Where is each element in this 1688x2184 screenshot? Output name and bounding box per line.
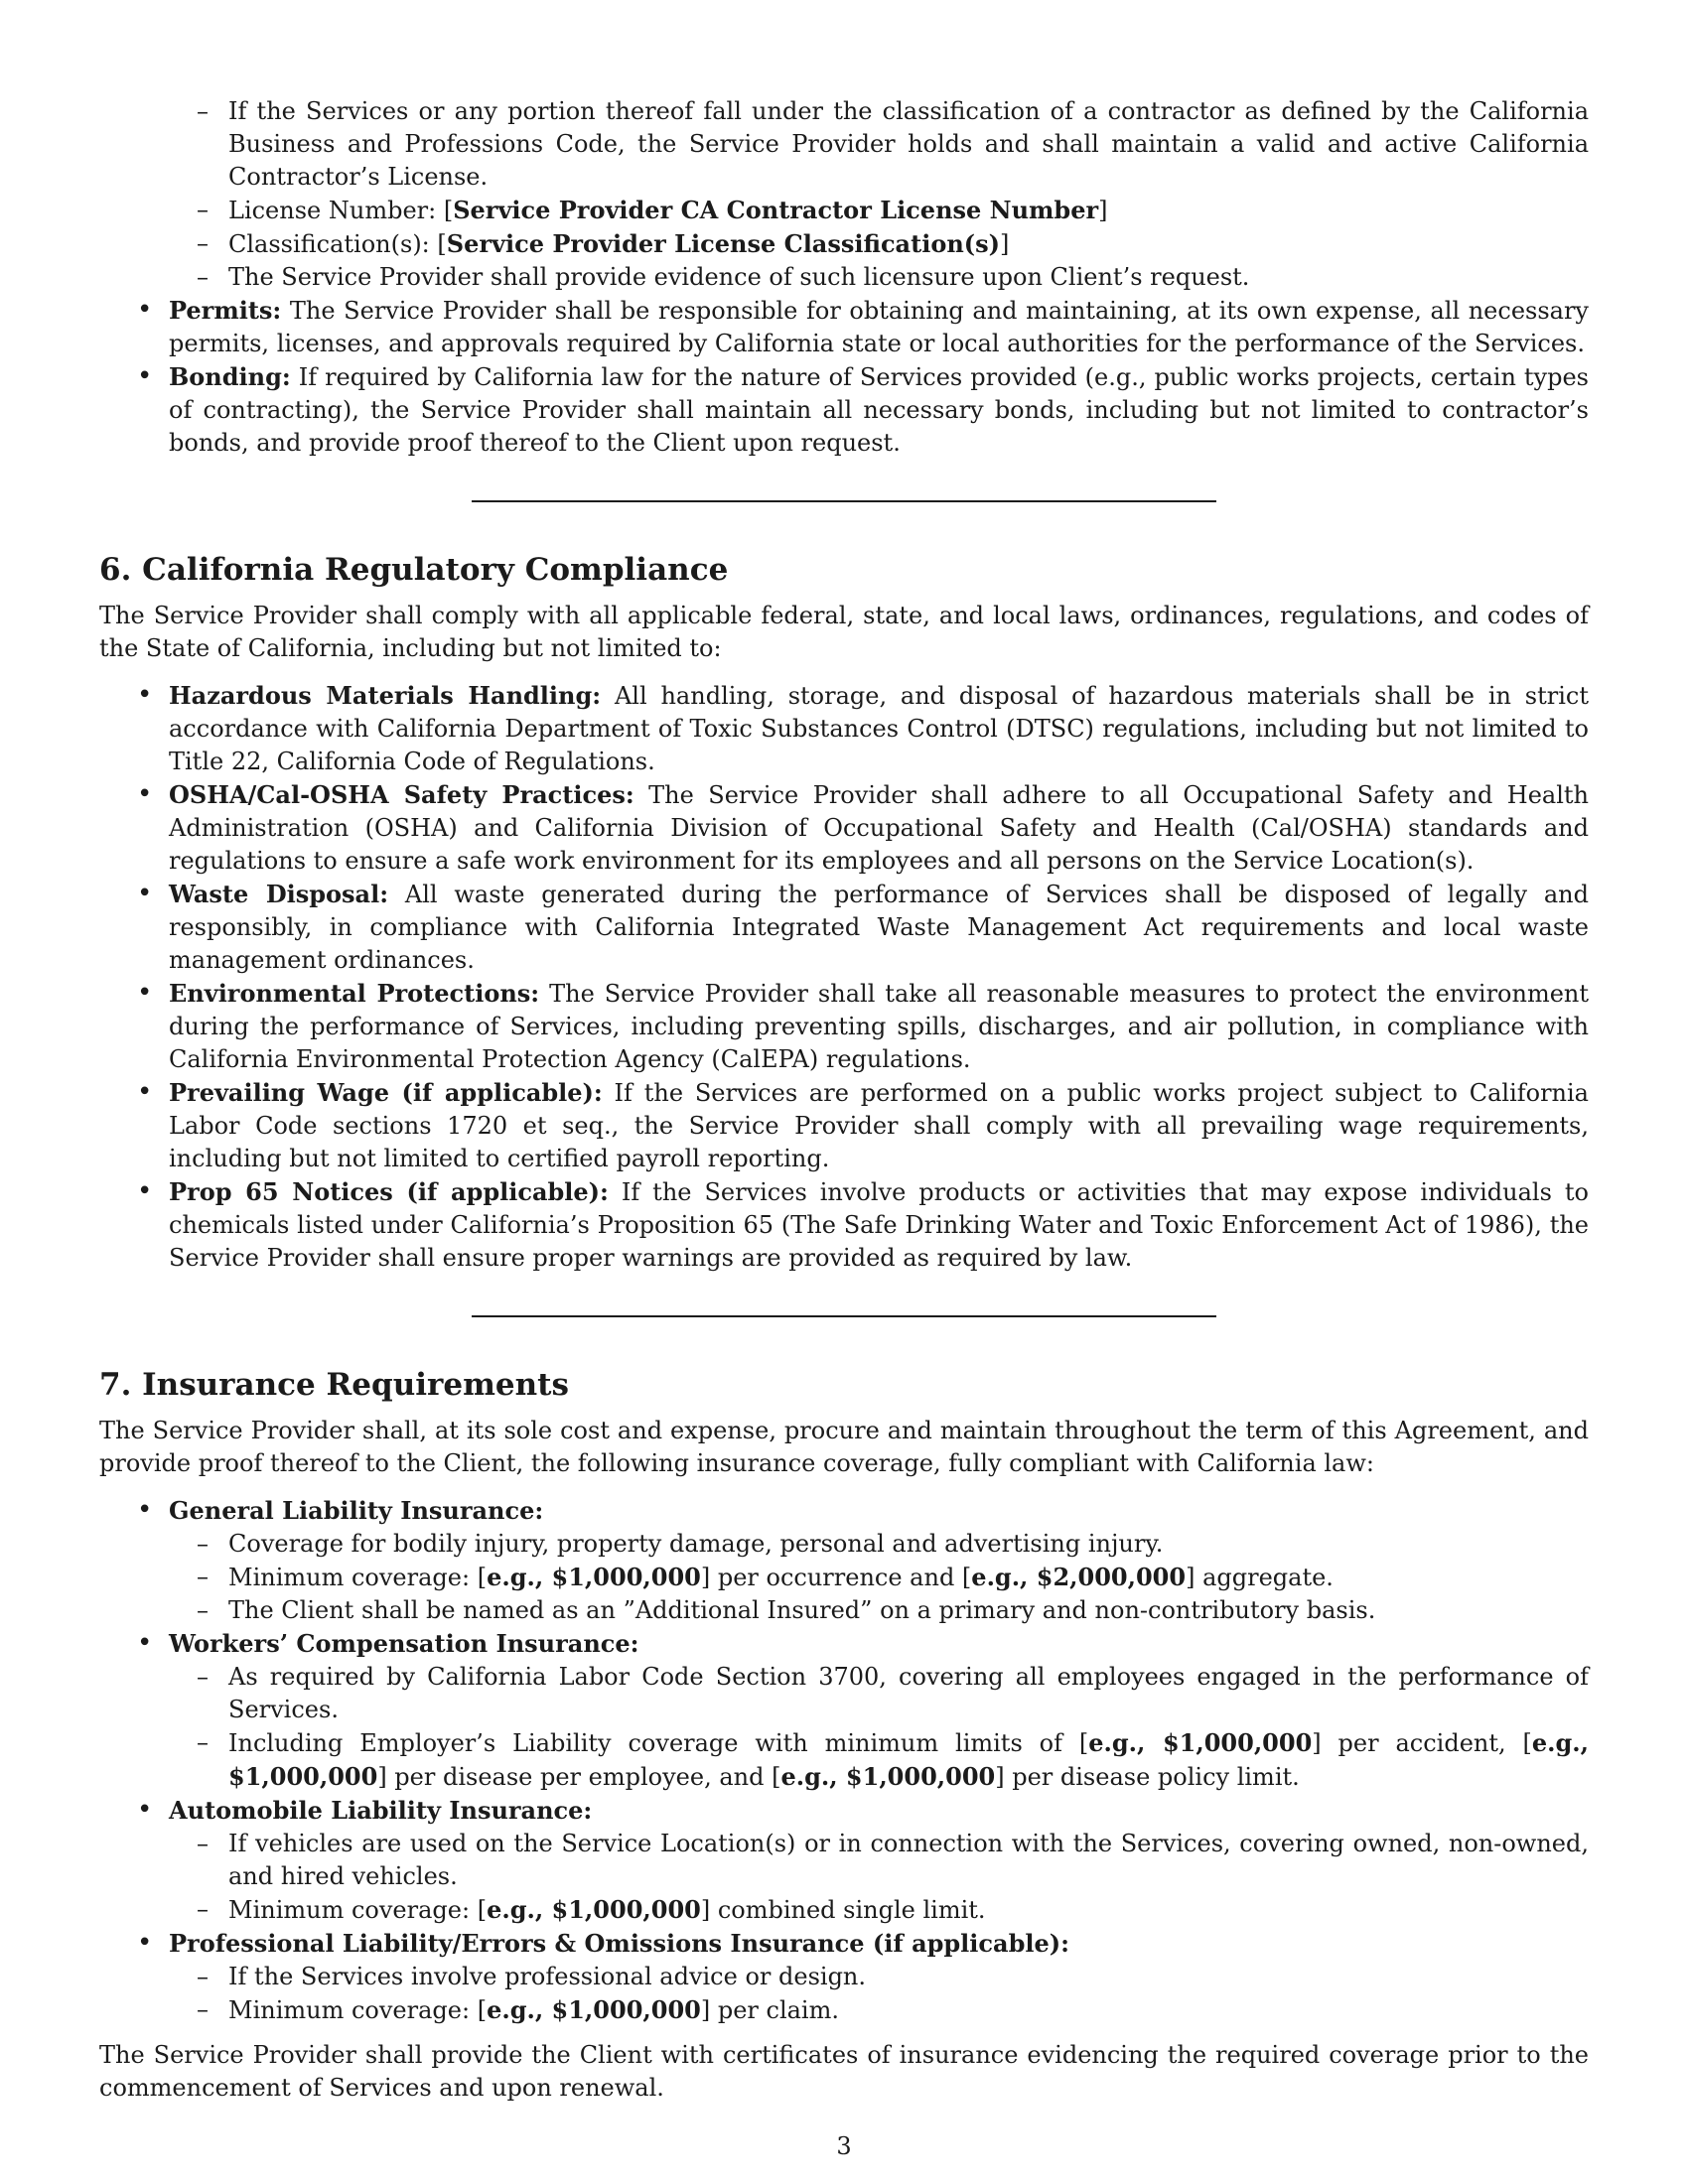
amount-placeholder: e.g., $1,000,000	[1088, 1728, 1313, 1757]
item-text: If the Services involve products or activities that may expose individuals to chemicals listed under California’s Proposition 65 (The Safe Drinking Water and Toxic Enforcement Act of 1986), the Service Provider shall ensure proper warnings are provided as required by law.	[169, 1178, 1589, 1272]
classification-placeholder: Service Provider License Classification(s)	[446, 229, 1000, 258]
item-label: Environmental Protections:	[169, 979, 540, 1008]
item-label: Hazardous Materials Handling:	[169, 681, 602, 710]
bracket-close: ]	[1098, 197, 1108, 224]
list-item	[169, 1561, 1589, 1594]
list-item	[99, 294, 1589, 360]
list-item	[99, 778, 1589, 878]
auto-liability-details	[169, 1828, 1589, 1927]
section-6-heading: 6. California Regulatory Compliance	[99, 552, 729, 588]
list-item	[99, 227, 1589, 261]
list-item	[169, 1893, 1589, 1927]
list-item	[169, 1726, 1589, 1794]
list-item	[169, 1993, 1589, 2027]
license-evidence-text: The Service Provider shall provide evidence of such licensure upon Client’s request.	[228, 263, 1250, 291]
classification-label: Classification(s): [	[228, 230, 447, 258]
detail-text: Coverage for bodily injury, property damage, personal and advertising injury.	[228, 1530, 1164, 1558]
insurance-list	[99, 1494, 1589, 2027]
bonding-text: If required by California law for the nature of Services provided (e.g., public works projects, certain types of contracting), the Service Provider shall maintain all necessary bonds, including but not limited to contractor’s bonds, and provide proof thereof to the Client upon request.	[169, 363, 1589, 457]
list-item	[99, 977, 1589, 1076]
list-item	[99, 360, 1589, 460]
detail-text: Minimum coverage: [	[228, 1896, 488, 1924]
detail-text: ] per occurrence and [	[700, 1564, 972, 1591]
workers-comp-item	[99, 1627, 1589, 1794]
section-divider	[472, 1315, 1216, 1317]
detail-text: ] per disease policy limit.	[995, 1763, 1300, 1791]
detail-text: ] per claim.	[700, 1996, 839, 2024]
section-7-intro: The Service Provider shall, at its sole cost and expense, procure and maintain throughout the term of this Agreement, and provide proof thereof to the Client, the following insurance coverage, fully compliant with California law:	[99, 1417, 1589, 1477]
section-7-heading: 7. Insurance Requirements	[99, 1367, 569, 1403]
item-text: All handling, storage, and disposal of hazardous materials shall be in strict accordance with California Department of Toxic Substances Control (DTSC) regulations, including but not limited to Title 22, California Code of Regulations.	[169, 682, 1589, 775]
item-text: The Service Provider shall adhere to all Occupational Safety and Health Administration (OSHA) and California Division of Occupational Safety and Health (Cal/OSHA) standards and regulations to ensure a safe work environment for its employees and all persons on the Service Location(s).	[169, 781, 1589, 875]
section-divider	[472, 500, 1216, 502]
page-number: 3	[836, 2132, 852, 2160]
list-item	[169, 1528, 1589, 1561]
amount-placeholder: e.g., $2,000,000	[971, 1563, 1187, 1591]
license-sublist	[99, 95, 1589, 294]
list-item	[169, 1828, 1589, 1893]
amount-placeholder: e.g., $1,000,000	[487, 1563, 701, 1591]
insurance-closing-paragraph: The Service Provider shall provide the Client with certificates of insurance evidencing the required coverage prior to the commencement of Services and upon renewal.	[99, 2041, 1589, 2102]
detail-text: The Client shall be named as an ”Additional Insured” on a primary and non-contributory basis.	[228, 1596, 1376, 1624]
permits-label: Permits:	[169, 296, 282, 325]
detail-text: ] per accident, [	[1312, 1729, 1532, 1757]
general-liability-item	[99, 1494, 1589, 1627]
item-text: If the Services are performed on a public works project subject to California Labor Code sections 1720 et seq., the Service Provider shall comply with all prevailing wage requirements, including but not limited to certified payroll reporting.	[169, 1079, 1589, 1172]
list-item	[99, 261, 1589, 294]
bracket-close: ]	[1000, 230, 1010, 258]
general-liability-details	[169, 1528, 1589, 1627]
license-number-label: License Number: [	[228, 197, 454, 224]
detail-text: Minimum coverage: [	[228, 1996, 488, 2024]
item-text: The Service Provider shall take all reasonable measures to protect the environment during the performance of Services, including preventing spills, discharges, and air pollution, in compliance with California Environmental Protection Agency (CalEPA) regulations.	[169, 980, 1590, 1073]
professional-liability-details	[169, 1961, 1589, 2027]
amount-placeholder: e.g., $1,000,000	[780, 1762, 996, 1791]
license-requirement-text: If the Services or any portion thereof fall under the classification of a contractor as defined by the California Business and Professions Code, the Service Provider holds and shall maintain a valid and active California Contractor’s License.	[228, 97, 1589, 191]
detail-text: If the Services involve professional advice or design.	[228, 1963, 867, 1990]
detail-text: ] combined single limit.	[700, 1896, 986, 1924]
item-label: Professional Liability/Errors & Omissions Insurance (if applicable):	[169, 1929, 1069, 1958]
auto-liability-item	[99, 1794, 1589, 1927]
item-label: Workers’ Compensation Insurance:	[169, 1629, 639, 1658]
bonding-label: Bonding:	[169, 362, 291, 391]
amount-placeholder: e.g., $1,000,000	[228, 1728, 1589, 1791]
document-page	[99, 95, 1589, 2105]
list-item	[99, 1175, 1589, 1275]
professional-liability-item	[99, 1927, 1589, 2027]
list-item	[99, 194, 1589, 227]
item-label: Prop 65 Notices (if applicable):	[169, 1177, 609, 1206]
item-text: All waste generated during the performance of Services shall be disposed of legally and responsibly, in compliance with California Integrated Waste Management Act requirements and local waste management ordinances.	[169, 881, 1589, 974]
item-label: OSHA/Cal-OSHA Safety Practices:	[169, 780, 634, 809]
list-item	[99, 1076, 1589, 1175]
workers-comp-details	[169, 1661, 1589, 1794]
detail-text: As required by California Labor Code Section 3700, covering all employees engaged in the performance of Services.	[228, 1663, 1589, 1723]
item-label: Prevailing Wage (if applicable):	[169, 1078, 603, 1107]
list-item	[99, 878, 1589, 977]
detail-text: If vehicles are used on the Service Location(s) or in connection with the Services, covering owned, non-owned, and hired vehicles.	[228, 1830, 1589, 1890]
item-label: Waste Disposal:	[169, 880, 389, 908]
detail-text: ] per disease per employee, and [	[377, 1763, 781, 1791]
list-item	[99, 95, 1589, 194]
list-item	[99, 679, 1589, 778]
detail-text: ] aggregate.	[1186, 1564, 1334, 1591]
section5-bullets	[99, 294, 1589, 460]
list-item	[169, 1594, 1589, 1627]
permits-text: The Service Provider shall be responsible for obtaining and maintaining, at its own expense, all necessary permits, licenses, and approvals required by California state or local authorities for the performance of the Services.	[169, 297, 1589, 357]
list-item	[169, 1661, 1589, 1726]
section-6-intro: The Service Provider shall comply with all applicable federal, state, and local laws, ordinances, regulations, and codes of the State of California, including but not limited to:	[99, 602, 1589, 662]
list-item	[169, 1961, 1589, 1993]
section-6-list	[99, 679, 1589, 1275]
license-number-placeholder: Service Provider CA Contractor License Number	[453, 196, 1099, 224]
item-label: Automobile Liability Insurance:	[169, 1796, 593, 1825]
detail-text: Minimum coverage: [	[228, 1564, 488, 1591]
amount-placeholder: e.g., $1,000,000	[487, 1895, 701, 1924]
amount-placeholder: e.g., $1,000,000	[487, 1995, 701, 2024]
detail-text: Including Employer’s Liability coverage with minimum limits of [	[228, 1729, 1089, 1757]
item-label: General Liability Insurance:	[169, 1496, 544, 1525]
